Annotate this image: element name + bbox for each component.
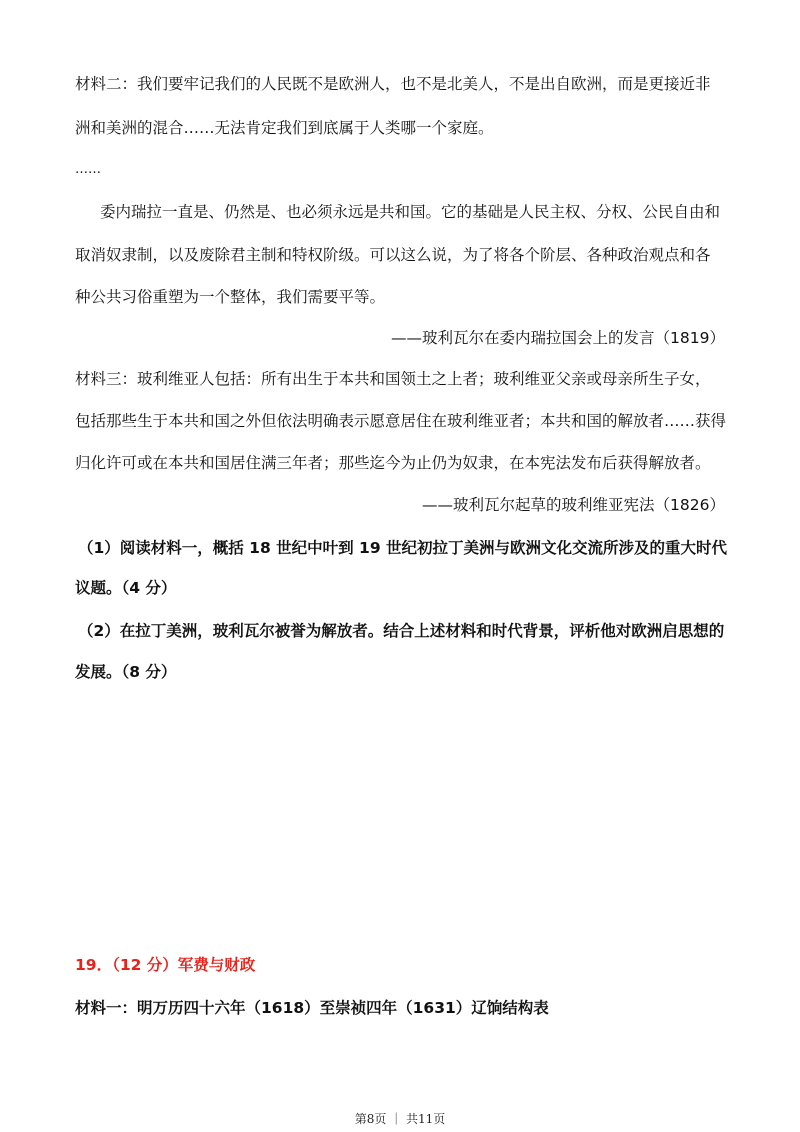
material3-line1: 材料三：玻利维亚人包括：所有出生于本共和国领土之上者；玻利维亚父亲或母亲所生子女，	[75, 370, 711, 388]
material2-ellipsis: ……	[75, 162, 101, 177]
material2-line1: 材料二：我们要牢记我们的人民既不是欧洲人，也不是北美人，不是出自欧洲，而是更接近非	[75, 75, 711, 93]
question2-line2: 发展。（8 分）	[75, 663, 177, 681]
material2-line2: 洲和美洲的混合……无法肯定我们到底属于人类哪一个家庭。	[75, 119, 494, 137]
question1-line1: （1）阅读材料一，概括 18 世纪中叶到 19 世纪初拉丁美洲与欧洲文化交流所涉及的重大时代	[78, 539, 728, 557]
material2-paragraph-line2: 取消奴隶制，以及废除君主制和特权阶级。可以这么说，为了将各个阶层、各种政治观点和各	[75, 246, 711, 264]
material2-paragraph-line3: 种公共习俗重塑为一个整体，我们需要平等。	[75, 288, 386, 306]
material3-source: ——玻利瓦尔起草的玻利维亚宪法（1826）	[422, 496, 725, 514]
question19-material1-title: 材料一：明万历四十六年（1618）至崇祯四年（1631）辽饷结构表	[75, 999, 549, 1017]
material3-line2: 包括那些生于本共和国之外但依法明确表示愿意居住在玻利维亚者；本共和国的解放者……获得	[75, 412, 727, 430]
question19-heading: 19．（12 分）军费与财政	[75, 956, 256, 974]
material3-line3: 归化许可或在本共和国居住满三年者；那些迄今为止仍为奴隶，在本宪法发布后获得解放者。	[75, 454, 711, 472]
question2-line1: （2）在拉丁美洲，玻利瓦尔被誉为解放者。结合上述材料和时代背景，评析他对欧洲启思想的	[78, 622, 725, 640]
material2-source: ——玻利瓦尔在委内瑞拉国会上的发言（1819）	[391, 329, 725, 347]
question1-line2: 议题。（4 分）	[75, 579, 177, 597]
material2-paragraph-line1: 委内瑞拉一直是、仍然是、也必须永远是共和国。它的基础是人民主权、分权、公民自由和	[100, 203, 721, 221]
page-footer: 第8页 ｜ 共11页	[354, 1112, 446, 1126]
